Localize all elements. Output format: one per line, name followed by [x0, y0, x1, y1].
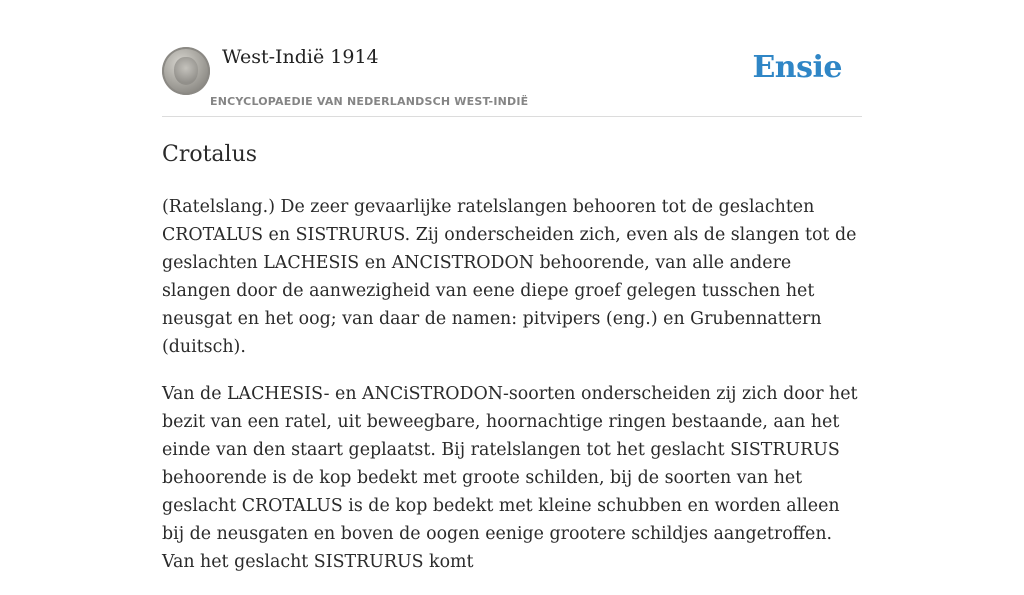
header	[162, 0, 862, 117]
page	[162, 0, 862, 572]
coin-emblem	[174, 57, 198, 85]
book-title[interactable]: West-Indië 1914	[222, 46, 379, 68]
brand-link[interactable]: Ensie	[752, 50, 842, 85]
coin-logo-icon[interactable]	[162, 47, 210, 95]
page-title: Crotalus	[162, 142, 258, 167]
book-subtitle: ENCYCLOPAEDIE VAN NEDERLANDSCH WEST-INDIË	[210, 95, 529, 108]
article-paragraph: (Ratelslang.) De zeer gevaarlijke ratelslangen behooren tot de geslachten CROTALUS en SISTRURUS. Zij onderscheiden zich, even als de slangen tot de geslachten LACHESIS en ANCISTRODON behoorende, van alle andere slangen door de aanwezigheid van eene diepe groef gelegen tusschen het neusgat en het oog; van daar de namen: pitvipers (eng.) en Grubennattern (duitsch).	[162, 197, 857, 357]
article-paragraph: Van de LACHESIS- en ANCiSTRODON-soorten onderscheiden zij zich door het bezit van een ratel, uit beweegbare, hoornachtige ringen bestaande, aan het einde van den staart geplaatst. Bij ratelslangen tot het geslacht SISTRURUS behoorende is de kop bedekt met groote schilden, bij de soorten van het geslacht CROTALUS is de kop bedekt met kleine schubben en worden alleen bij de neusgaten en boven de oogen eenige grootere schildjes aangetroffen. Van het geslacht SISTRURUS komt	[162, 384, 858, 572]
article-body	[162, 193, 862, 595]
